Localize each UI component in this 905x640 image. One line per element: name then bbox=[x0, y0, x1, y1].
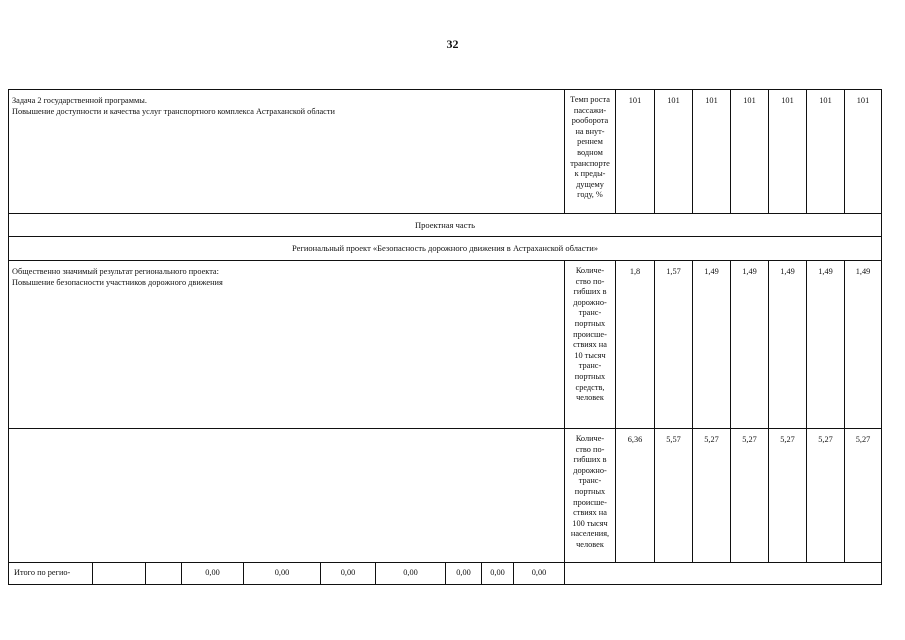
regional-project-header: Региональный проект «Безопасность дорожного движения в Астраханской области» bbox=[292, 243, 598, 253]
total-value: 0,00 bbox=[531, 568, 547, 577]
result-indicator: Количе- ство по- гибших в дорожно- транс- портных происше- ствиях на 10 тысяч транс- портных средств, человек bbox=[573, 266, 607, 403]
column-divider bbox=[564, 562, 565, 584]
result-value: 1,8 bbox=[629, 267, 641, 276]
result-description: Повышение безопасности участников дорожного движения bbox=[12, 278, 223, 287]
task-value: 101 bbox=[705, 96, 718, 105]
task-value: 101 bbox=[819, 96, 832, 105]
column-divider bbox=[145, 562, 146, 584]
column-divider bbox=[844, 260, 845, 562]
total-value: 0,00 bbox=[274, 568, 290, 577]
total-value: 0,00 bbox=[340, 568, 356, 577]
total-value: 0,00 bbox=[403, 568, 418, 577]
column-divider bbox=[730, 260, 731, 562]
result-value: 1,49 bbox=[818, 267, 833, 276]
table-border-right bbox=[881, 89, 882, 585]
row-divider bbox=[8, 213, 882, 214]
task-indicator: Темп роста пассажи- рооборота на внут- реннем водном транспорте к преды- дущему году, % bbox=[570, 95, 610, 200]
second-indicator: Количе- ство по- гибших в дорожно- транс- портных происше- ствиях на 100 тысяч населения, человек bbox=[570, 434, 610, 549]
row-divider bbox=[8, 236, 882, 237]
column-divider bbox=[615, 260, 616, 562]
second-value: 6,36 bbox=[627, 435, 643, 444]
second-value: 5,57 bbox=[666, 435, 681, 444]
second-value: 5,27 bbox=[818, 435, 833, 444]
second-value: 5,27 bbox=[742, 435, 757, 444]
column-divider bbox=[768, 260, 769, 562]
total-value: 0,00 bbox=[490, 568, 505, 577]
column-divider bbox=[692, 89, 693, 213]
result-value: 1,49 bbox=[742, 267, 757, 276]
column-divider bbox=[654, 89, 655, 213]
row-divider bbox=[8, 260, 882, 261]
column-divider bbox=[615, 89, 616, 213]
second-value: 5,27 bbox=[855, 435, 871, 444]
total-value: 0,00 bbox=[456, 568, 471, 577]
task-description: Повышение доступности и качества услуг транспортного комплекса Астраханской области bbox=[12, 107, 335, 116]
table-border-top bbox=[8, 89, 882, 90]
total-value: 0,00 bbox=[205, 568, 220, 577]
row-divider bbox=[8, 428, 882, 429]
result-value: 1,49 bbox=[780, 267, 795, 276]
table-border-bottom bbox=[8, 584, 882, 585]
task-value: 101 bbox=[743, 96, 756, 105]
column-divider bbox=[806, 89, 807, 213]
task-value: 101 bbox=[781, 96, 794, 105]
second-value: 5,27 bbox=[780, 435, 795, 444]
column-divider bbox=[92, 562, 93, 584]
task-value: 101 bbox=[628, 96, 642, 105]
second-value: 5,27 bbox=[704, 435, 719, 444]
task-title: Задача 2 государственной программы. bbox=[12, 96, 147, 105]
column-divider bbox=[730, 89, 731, 213]
column-divider bbox=[692, 260, 693, 562]
result-value: 1,49 bbox=[855, 267, 871, 276]
table-border-left bbox=[8, 89, 9, 585]
total-label: Итого по регио- bbox=[14, 568, 71, 577]
result-value: 1,57 bbox=[666, 267, 681, 276]
project-part-header: Проектная часть bbox=[414, 220, 475, 230]
page-number: 32 bbox=[446, 37, 459, 51]
task-value: 101 bbox=[856, 96, 870, 105]
task-value: 101 bbox=[667, 96, 680, 105]
result-title: Общественно значимый результат регионального проекта: bbox=[12, 267, 219, 276]
column-divider bbox=[768, 89, 769, 213]
indicator-table bbox=[8, 89, 882, 585]
result-value: 1,49 bbox=[704, 267, 719, 276]
column-divider bbox=[806, 260, 807, 562]
column-divider bbox=[844, 89, 845, 213]
column-divider bbox=[654, 260, 655, 562]
